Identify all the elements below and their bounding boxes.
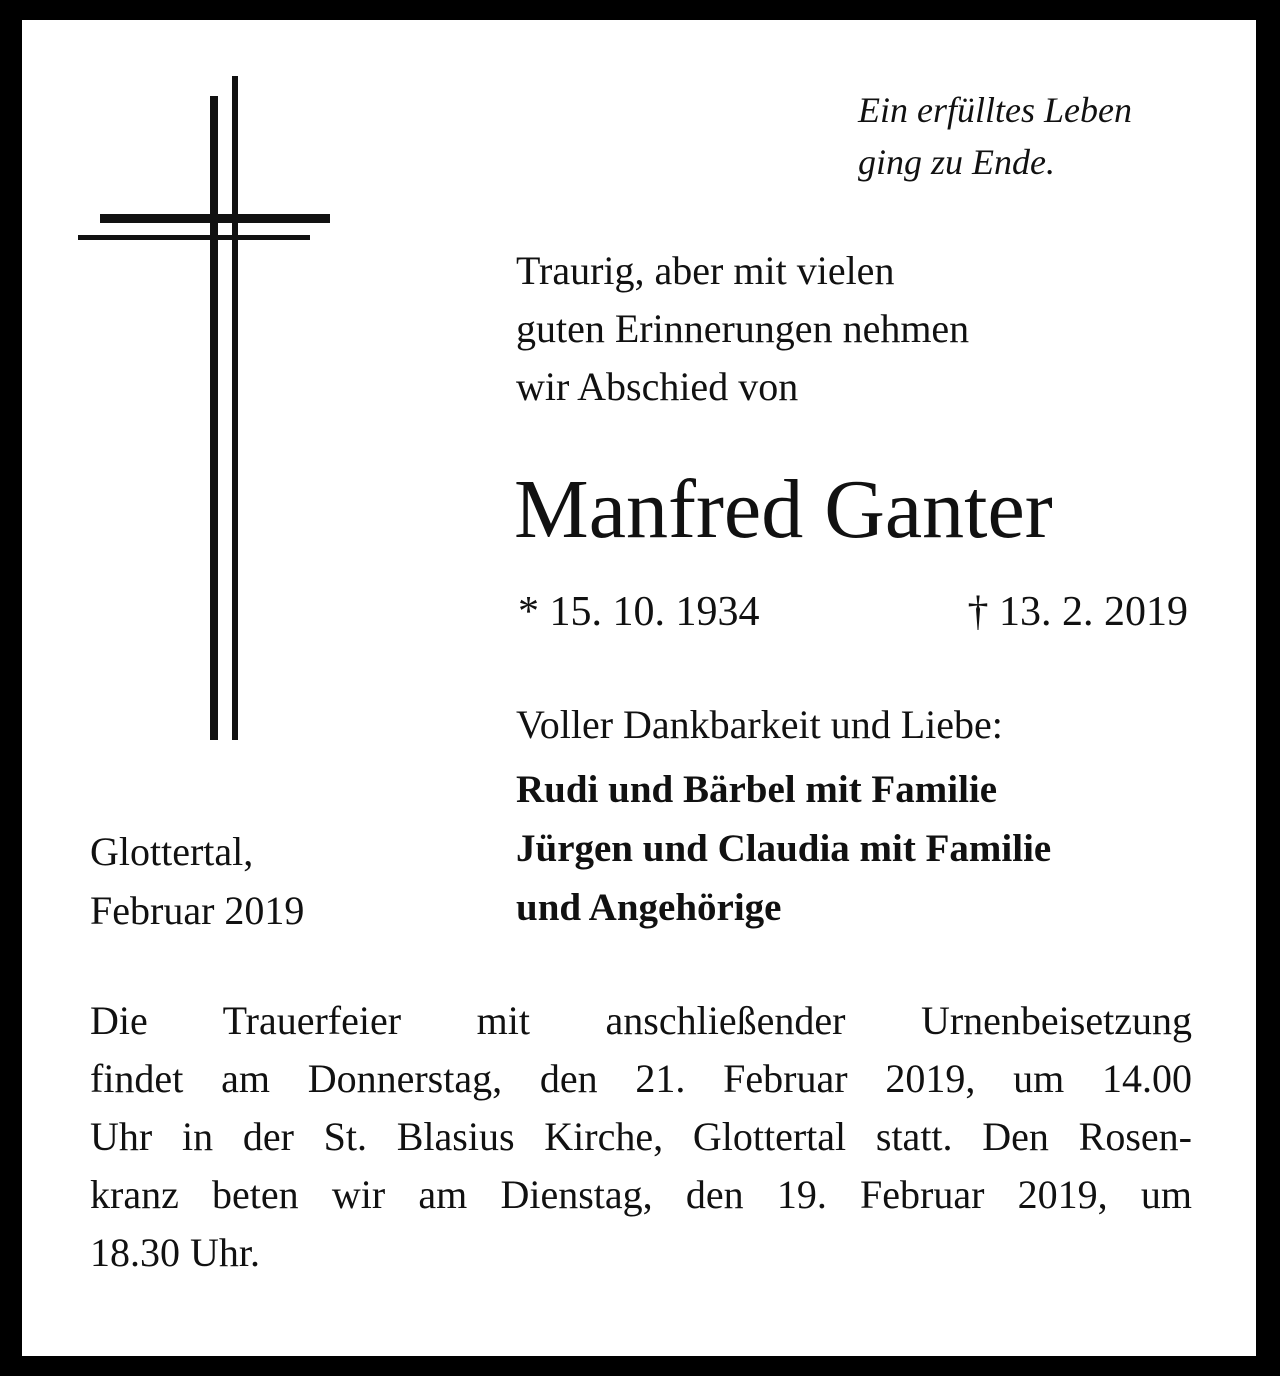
mourner-line: Jürgen und Claudia mit Familie <box>516 827 1052 870</box>
mourner-line: Rudi und Bärbel mit Familie <box>516 768 998 811</box>
mourners-list <box>516 760 1051 937</box>
motto-line: ging zu Ende. <box>858 142 1055 182</box>
thanks-label: Voller Dankbarkeit und Liebe: <box>516 702 1003 747</box>
funeral-line: findet am Donnerstag, den 21. Februar 2019, um 14.00 <box>90 1056 1192 1101</box>
funeral-line: Uhr in der St. Blasius Kirche, Glottertal statt. Den Rosen- <box>90 1114 1192 1159</box>
place-and-date <box>90 822 304 940</box>
intro-text <box>516 242 969 416</box>
intro-line: Traurig, aber mit vielen <box>516 248 895 293</box>
intro-line: wir Abschied von <box>516 364 799 409</box>
funeral-line: Die Trauerfeier mit anschließender Urnenbeisetzung <box>90 998 1192 1043</box>
funeral-line: 18.30 Uhr. <box>90 1230 260 1275</box>
place-line: Glottertal, <box>90 829 254 874</box>
mourner-line: und Angehörige <box>516 886 782 929</box>
funeral-line: kranz beten wir am Dienstag, den 19. Februar 2019, um <box>90 1172 1192 1217</box>
funeral-notice <box>90 992 1192 1282</box>
motto <box>858 84 1132 188</box>
death-date: † 13. 2. 2019 <box>967 589 1188 635</box>
place-line: Februar 2019 <box>90 888 305 933</box>
intro-line: guten Erinnerungen nehmen <box>516 306 970 351</box>
cross-icon <box>22 20 422 780</box>
birth-date: * 15. 10. 1934 <box>518 589 760 635</box>
motto-line: Ein erfülltes Leben <box>858 90 1132 130</box>
obituary-card <box>22 20 1256 1356</box>
deceased-name: Manfred Ganter <box>514 463 1053 556</box>
